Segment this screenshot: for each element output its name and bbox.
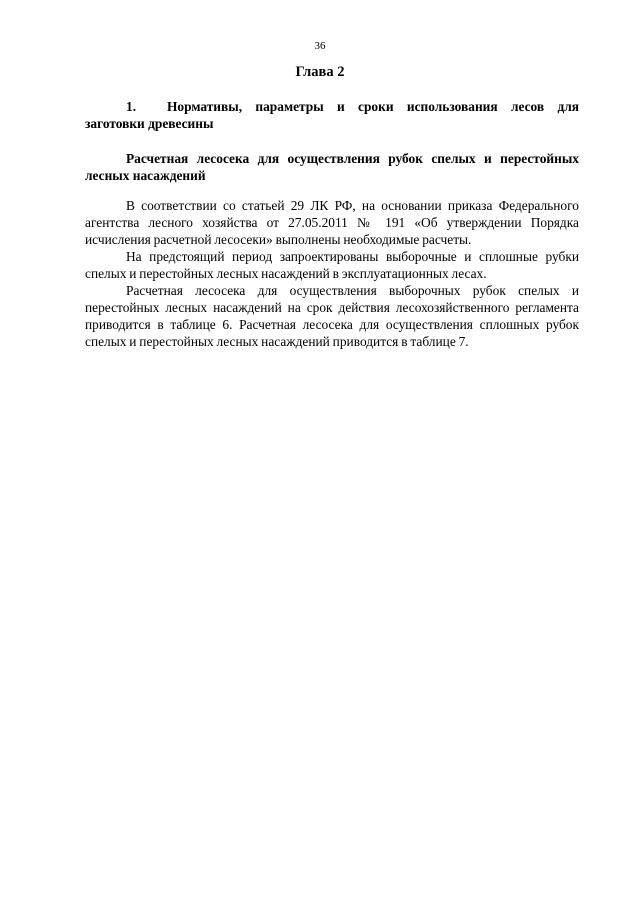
section-heading [85, 98, 579, 132]
page-number: 36 [314, 40, 326, 52]
paragraph: Расчетная лесосека для осуществления выборочных рубок спелых и перестойных лесных насаждений на срок действия лесохозяйственного регламента приводится в таблице 6. Расчетная лесосека для осуществления сплошных рубок спелых и перестойных лесных насаждений приводится в таблице 7. [85, 283, 579, 349]
chapter-title: Глава 2 [295, 64, 345, 80]
section-number: 1. [126, 99, 137, 114]
section-title: Нормативы, параметры и сроки использования лесов для заготовки древесины [85, 99, 579, 131]
subsection-heading: Расчетная лесосека для осуществления рубок спелых и перестойных лесных насаждений [85, 151, 579, 183]
body-text [85, 197, 579, 350]
paragraph: В соответствии со статьей 29 ЛК РФ, на основании приказа Федерального агентства лесного хозяйства от 27.05.2011 № 191 «Об утверждении Порядка исчисления расчетной лесосеки» выполнены необходимые расчеты. [85, 198, 579, 247]
paragraph: На предстоящий период запроектированы выборочные и сплошные рубки спелых и перестойных лесных насаждений в эксплуатационных лесах. [85, 249, 579, 281]
